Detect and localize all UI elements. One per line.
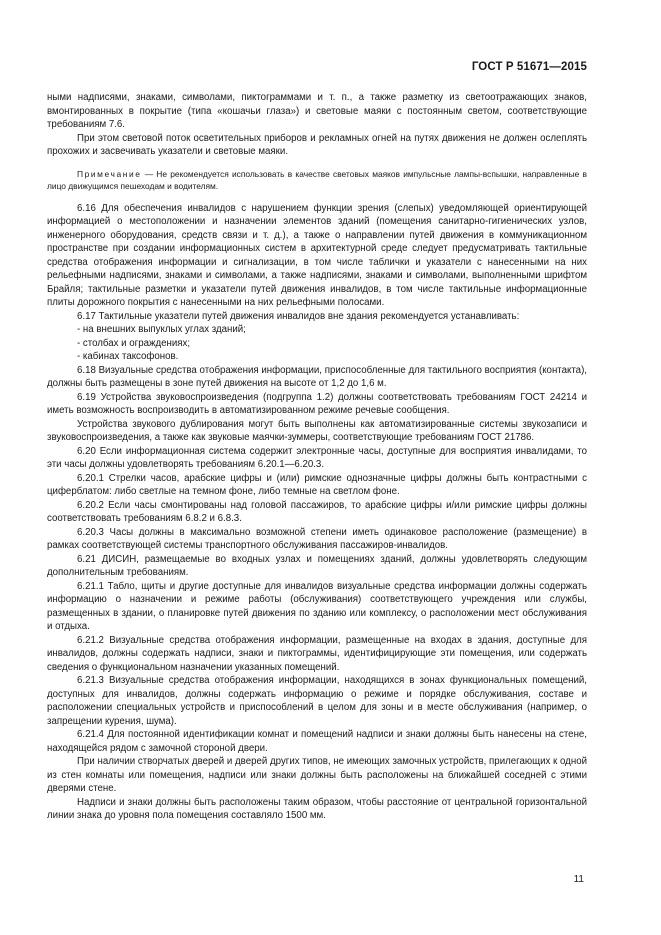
paragraph-continuation: ными надписями, знаками, символами, пиктограммами и т. п., а также разметку из светоотражающих знаков, вмонтированных в покрытие (типа «кошачьи глаза») и световые маяки с постоянным светом, соответствующие требованиям 7.6.	[47, 92, 587, 130]
document-standard-id: ГОСТ Р 51671—2015	[471, 61, 587, 73]
paragraph-sign-height: Надписи и знаки должны быть расположены таким образом, чтобы расстояние от центральной горизонтальной линии знака до уровня пола помещения составляло 1500 мм.	[47, 796, 587, 821]
note-text: — Не рекомендуется использовать в качестве световых маяков импульсные лампы-вспышки, направленные в лицо движущимся пешеходам и водителям.	[47, 168, 587, 191]
page-number: 11	[573, 874, 584, 885]
clause-6-21-1: 6.21.1 Табло, щиты и другие доступные для инвалидов визуальные средства информации должны содержать информацию о назначении и режиме работы (обслуживания) соответствующего учреждения или службы, размещенных в здании, о планировке путей движения по зданию или комплексу, о расположении мест обслуживания и отдыха.	[47, 580, 587, 632]
document-body	[47, 91, 587, 823]
clause-6-20-1: 6.20.1 Стрелки часов, арабские цифры и (или) римские однозначные цифры должны быть контрастными с циферблатом: либо светлые на темном фоне, либо темные на светлом фоне.	[47, 472, 587, 497]
clause-6-21: 6.21 ДИСИН, размещаемые во входных узлах и помещениях зданий, должны удовлетворять следующим дополнительным требованиям.	[47, 553, 587, 578]
clause-6-19-continued: Устройства звукового дублирования могут быть выполнены как автоматизированные системы звукозаписи и звуковоспроизведения, а также как звуковые маячки-зуммеры, соответствующие требованиям ГОСТ 21786.	[47, 418, 587, 443]
list-item: - столбах и ограждениях;	[77, 337, 191, 349]
list-item: - на внешних выпуклых углах зданий;	[77, 324, 246, 335]
clause-6-19: 6.19 Устройства звуковоспроизведения (подгруппа 1.2) должны соответствовать требованиям ГОСТ 24214 и иметь возможность воспроизводить в автоматизированном режиме речевые сообщения.	[47, 391, 587, 416]
clause-6-21-4: 6.21.4 Для постоянной идентификации комнат и помещений надписи и знаки должны быть нанесены на стене, находящейся рядом с замочной стороной двери.	[47, 729, 587, 754]
clause-6-16: 6.16 Для обеспечения инвалидов с нарушением функции зрения (слепых) уведомляющей ориентирующей информацией о местоположении и назначении элементов зданий (помещения санитарно-гигиенических узлов, инженерного оборудования, средств связи и т. д.), а также о направлении путей движения в коммуникационном пространстве при создании информационных систем в архитектурной среде следует предусматривать тактильные средства отображения информации и сигнализации, в том числе таблички и указатели с нанесенными на них рельефными надписями, знаками и символами, а также надписями, знаками и символами, выполненными шрифтом Брайля; тактильные разметки и указатели путей движения инвалидов, в том числе тактильные информационные плиты дорожного покрытия с нанесенными на них рельефными полосами.	[47, 202, 587, 308]
clause-6-21-2: 6.21.2 Визуальные средства отображения информации, размещенные на входах в здания, доступные для инвалидов, должны содержать надписи, знаки и пиктограммы, идентифицирующие эти помещения, или содержать сведения о функциональном назначении указанных помещений.	[47, 634, 587, 673]
paragraph-light-flux: При этом световой поток осветительных приборов и рекламных огней на путях движения не должен ослеплять прохожих и засвечивать указатели и световые маяки.	[47, 132, 587, 157]
clause-6-20-3: 6.20.3 Часы должны в максимально возможной степени иметь одинаковое расположение (размещение) в рамках соответствующей системы транспортного обслуживания пассажиров-инвалидов.	[47, 526, 587, 551]
clause-6-17: 6.17 Тактильные указатели путей движения инвалидов вне здания рекомендуется устанавливать:	[77, 310, 520, 322]
list-item: - кабинах таксофонов.	[77, 351, 179, 362]
clause-6-18: 6.18 Визуальные средства отображения информации, приспособленные для тактильного восприятия (контакта), должны быть размещены в зоне путей движения на высоте от 1,2 до 1,6 м.	[47, 364, 587, 389]
note-block	[47, 168, 587, 193]
clause-6-21-3: 6.21.3 Визуальные средства отображения информации, находящихся в зонах функциональных помещений, доступных для инвалидов, должны содержать информацию о режиме и порядке обслуживания, составе и расположении специальных устройств и приспособлений в целом для зоны и в месте обслуживания (например, о запрещении курения, шума).	[47, 675, 587, 727]
note-label: Примечание	[77, 168, 142, 179]
clause-6-20-2: 6.20.2 Если часы смонтированы над головой пассажиров, то арабские цифры и/или римские цифры должны соответствовать требованиям 6.8.2 и 6.8.3.	[47, 499, 587, 524]
paragraph-doors: При наличии створчатых дверей и дверей других типов, не имеющих замочных устройств, прилегающих к одной из стен комнаты или помещения, надписи или знаки должны быть расположены на ближайшей соседней с этими дверями стене.	[47, 756, 587, 794]
clause-6-20: 6.20 Если информационная система содержит электронные часы, доступные для восприятия инвалидами, то эти часы должны удовлетворять требованиям 6.20.1—6.20.3.	[47, 445, 587, 470]
